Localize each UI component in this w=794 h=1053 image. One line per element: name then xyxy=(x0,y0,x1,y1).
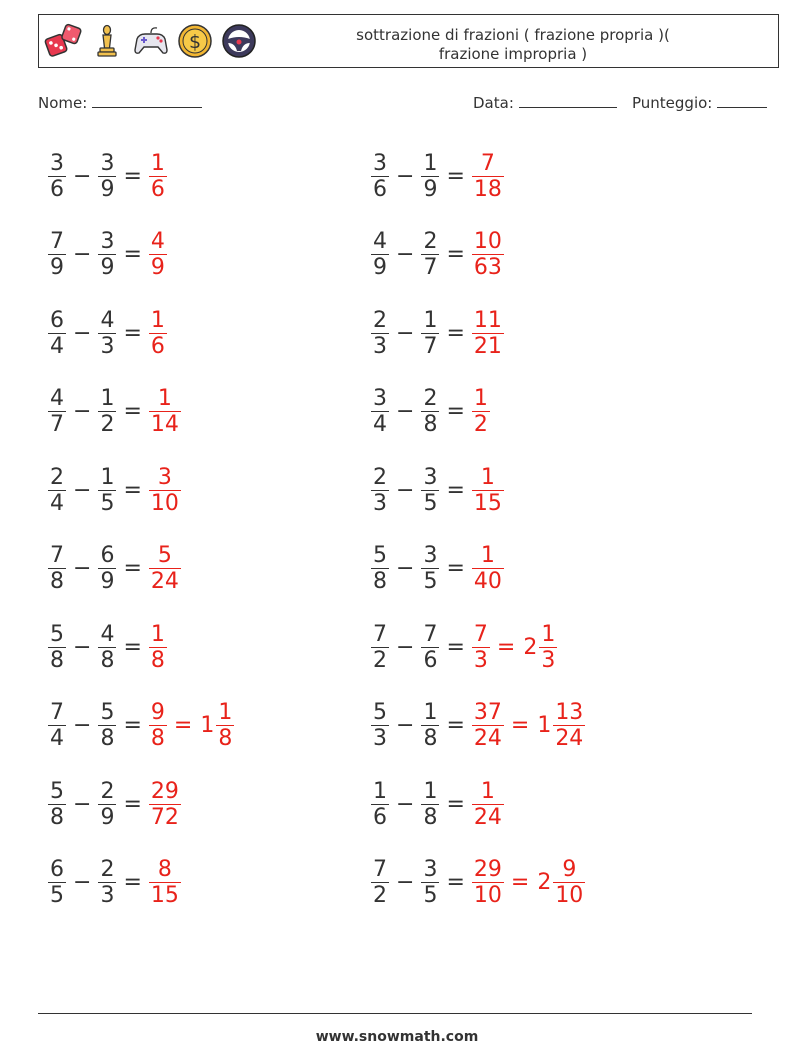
minuend-fraction xyxy=(371,151,389,202)
gamepad-icon xyxy=(131,21,171,61)
answer-fraction-numerator: 37 xyxy=(473,700,502,725)
minuend-fraction-denominator: 9 xyxy=(373,255,387,280)
equals-sign: = xyxy=(123,320,142,346)
minuend-fraction xyxy=(371,543,389,594)
subtrahend-fraction-numerator: 3 xyxy=(100,229,115,254)
answer-fraction xyxy=(472,229,504,280)
minuend-fraction-denominator: 4 xyxy=(50,490,64,516)
problem-item xyxy=(45,771,184,837)
minus-sign: − xyxy=(396,320,415,346)
steering-wheel-icon xyxy=(219,21,259,61)
answer-fraction-denominator: 10 xyxy=(473,883,502,908)
dollar-coin-icon xyxy=(175,21,215,61)
minuend-fraction-numerator: 7 xyxy=(50,543,64,568)
problem-item xyxy=(368,143,507,209)
svg-text:$: $ xyxy=(188,31,202,53)
equals-sign: = xyxy=(123,399,142,424)
equals-sign: = xyxy=(123,477,142,503)
answer-fraction-denominator: 6 xyxy=(150,333,165,359)
subtrahend-fraction-numerator: 1 xyxy=(423,700,438,725)
equals-sign: = xyxy=(446,242,465,267)
subtrahend-fraction-denominator: 5 xyxy=(423,490,438,516)
subtrahend-fraction-numerator: 4 xyxy=(100,621,115,647)
subtrahend-fraction xyxy=(98,622,116,673)
subtrahend-fraction-denominator: 2 xyxy=(100,412,115,437)
minus-sign: − xyxy=(73,320,92,346)
date-field[interactable] xyxy=(473,94,617,112)
minuend-fraction-denominator: 4 xyxy=(50,333,64,359)
equals-sign: = xyxy=(123,791,142,817)
minus-sign: − xyxy=(396,713,415,738)
answer-fraction-numerator: 8 xyxy=(157,857,172,882)
minuend-fraction-numerator: 7 xyxy=(373,857,387,882)
answer-fraction xyxy=(472,308,504,359)
subtrahend-fraction xyxy=(421,386,439,437)
minuend-fraction-denominator: 5 xyxy=(50,883,64,908)
mixed-fraction-denominator: 24 xyxy=(555,726,584,751)
minuend-fraction xyxy=(48,229,66,280)
answer-fraction xyxy=(472,622,490,673)
minus-sign: − xyxy=(73,163,92,189)
subtrahend-fraction-denominator: 8 xyxy=(423,804,438,830)
answer-fraction-numerator: 5 xyxy=(157,543,172,568)
answer-fraction-denominator: 24 xyxy=(150,569,179,594)
minuend-fraction xyxy=(371,857,389,908)
subtrahend-fraction xyxy=(421,543,439,594)
subtrahend-fraction-denominator: 7 xyxy=(423,255,438,280)
minuend-fraction xyxy=(371,622,389,673)
answer-fraction-denominator: 15 xyxy=(473,490,502,516)
answer-fraction xyxy=(149,857,181,908)
minuend-fraction-denominator: 3 xyxy=(373,490,387,516)
problem-item xyxy=(368,222,507,288)
answer-fraction-denominator: 10 xyxy=(150,490,179,516)
subtrahend-fraction-denominator: 8 xyxy=(100,647,115,673)
minus-sign: − xyxy=(396,791,415,817)
minus-sign: − xyxy=(396,870,415,895)
minuend-fraction-denominator: 2 xyxy=(373,647,387,673)
subtrahend-fraction-numerator: 1 xyxy=(423,150,438,176)
equals-sign: = xyxy=(446,634,465,660)
answer-fraction-denominator: 6 xyxy=(150,176,165,202)
answer-fraction xyxy=(149,700,167,751)
answer-fraction xyxy=(472,151,504,202)
subtrahend-fraction-denominator: 8 xyxy=(423,726,438,751)
problem-item xyxy=(45,457,184,523)
minuend-fraction xyxy=(371,779,389,830)
minuend-fraction-numerator: 7 xyxy=(373,621,387,647)
answer-fraction-numerator: 9 xyxy=(150,700,165,725)
problem-item xyxy=(368,457,507,523)
minuend-fraction-numerator: 1 xyxy=(373,778,387,804)
minuend-fraction-denominator: 8 xyxy=(50,647,64,673)
minus-sign: − xyxy=(396,477,415,503)
answer-fraction-denominator: 63 xyxy=(473,255,502,280)
minuend-fraction xyxy=(371,386,389,437)
problem-item xyxy=(45,143,170,209)
minuend-fraction xyxy=(48,700,66,751)
minuend-fraction-numerator: 7 xyxy=(50,700,64,725)
subtrahend-fraction-numerator: 3 xyxy=(423,543,438,568)
dice-icon xyxy=(43,21,83,61)
subtrahend-fraction-denominator: 8 xyxy=(100,726,115,751)
subtrahend-fraction-numerator: 3 xyxy=(100,150,115,176)
minuend-fraction-numerator: 7 xyxy=(50,229,64,254)
answer-fraction-denominator: 2 xyxy=(473,412,488,437)
minuend-fraction-numerator: 6 xyxy=(50,857,64,882)
minuend-fraction-denominator: 9 xyxy=(50,255,64,280)
date-blank[interactable] xyxy=(519,94,617,108)
problem-item xyxy=(45,536,184,602)
minuend-fraction-denominator: 8 xyxy=(50,804,64,830)
subtrahend-fraction xyxy=(98,308,116,359)
answer-fraction xyxy=(149,386,181,437)
problem-item xyxy=(45,379,184,445)
minuend-fraction xyxy=(371,229,389,280)
answer-fraction-denominator: 8 xyxy=(150,726,165,751)
mixed-fraction-numerator: 9 xyxy=(562,857,577,882)
mixed-fraction-denominator: 3 xyxy=(541,647,556,673)
equals-sign: = xyxy=(446,556,465,581)
minuend-fraction-denominator: 8 xyxy=(373,569,387,594)
minuend-fraction-denominator: 7 xyxy=(50,412,64,437)
answer-fraction-numerator: 1 xyxy=(150,150,165,176)
subtrahend-fraction-numerator: 2 xyxy=(100,778,115,804)
equals-sign-mixed: = xyxy=(510,713,530,738)
subtrahend-fraction-denominator: 3 xyxy=(100,883,115,908)
minuend-fraction xyxy=(48,308,66,359)
minuend-fraction xyxy=(371,308,389,359)
footer-url: www.snowmath.com xyxy=(315,1029,479,1045)
subtrahend-fraction xyxy=(421,308,439,359)
minuend-fraction xyxy=(48,857,66,908)
answer-fraction-denominator: 21 xyxy=(473,333,502,359)
subtrahend-fraction-numerator: 6 xyxy=(100,543,115,568)
equals-sign: = xyxy=(123,870,142,895)
minuend-fraction-numerator: 2 xyxy=(50,464,64,490)
answer-fraction-numerator: 1 xyxy=(150,621,165,647)
score-field[interactable] xyxy=(632,94,767,112)
mixed-fraction-numerator: 1 xyxy=(218,700,233,725)
worksheet-title: sottrazione di frazioni ( frazione propria )( frazione impropria ) xyxy=(356,26,670,63)
answer-fraction xyxy=(149,543,181,594)
subtrahend-fraction xyxy=(98,465,116,516)
mixed-fraction xyxy=(216,700,234,751)
subtrahend-fraction-denominator: 9 xyxy=(100,255,115,280)
answer-fraction-numerator: 1 xyxy=(150,307,165,333)
subtrahend-fraction-denominator: 6 xyxy=(423,647,438,673)
answer-fraction-denominator: 18 xyxy=(473,176,502,202)
minuend-fraction-denominator: 6 xyxy=(373,176,387,202)
minuend-fraction-numerator: 6 xyxy=(50,307,64,333)
minuend-fraction xyxy=(48,465,66,516)
answer-fraction-numerator: 29 xyxy=(473,857,502,882)
subtrahend-fraction-numerator: 3 xyxy=(423,857,438,882)
minuend-fraction-numerator: 4 xyxy=(50,386,64,411)
answer-fraction-numerator: 1 xyxy=(480,778,495,804)
equals-sign: = xyxy=(123,713,142,738)
minuend-fraction-denominator: 3 xyxy=(373,726,387,751)
subtrahend-fraction xyxy=(421,151,439,202)
subtrahend-fraction xyxy=(421,622,439,673)
answer-fraction-denominator: 24 xyxy=(473,804,502,830)
equals-sign-mixed: = xyxy=(496,634,516,660)
minus-sign: − xyxy=(396,634,415,660)
minuend-fraction-denominator: 8 xyxy=(50,569,64,594)
subtrahend-fraction xyxy=(421,700,439,751)
answer-fraction xyxy=(149,229,167,280)
minuend-fraction xyxy=(48,386,66,437)
minus-sign: − xyxy=(73,791,92,817)
minus-sign: − xyxy=(396,556,415,581)
equals-sign: = xyxy=(123,634,142,660)
subtrahend-fraction-denominator: 9 xyxy=(100,569,115,594)
minuend-fraction xyxy=(371,700,389,751)
equals-sign: = xyxy=(446,399,465,424)
minus-sign: − xyxy=(73,477,92,503)
equals-sign: = xyxy=(446,713,465,738)
subtrahend-fraction-numerator: 4 xyxy=(100,307,115,333)
equals-sign: = xyxy=(446,320,465,346)
problem-item xyxy=(368,771,507,837)
minuend-fraction-numerator: 5 xyxy=(50,778,64,804)
mixed-fraction xyxy=(553,700,585,751)
mixed-fraction xyxy=(539,622,557,673)
subtrahend-fraction-denominator: 8 xyxy=(423,412,438,437)
minuend-fraction-denominator: 4 xyxy=(373,412,387,437)
minuend-fraction-numerator: 2 xyxy=(373,307,387,333)
minuend-fraction-numerator: 2 xyxy=(373,464,387,490)
equals-sign: = xyxy=(123,163,142,189)
answer-fraction-numerator: 4 xyxy=(150,229,165,254)
subtrahend-fraction-numerator: 1 xyxy=(100,464,115,490)
name-field[interactable] xyxy=(38,94,202,112)
answer-fraction xyxy=(472,386,490,437)
mixed-fraction-numerator: 13 xyxy=(555,700,584,725)
subtrahend-fraction-denominator: 5 xyxy=(100,490,115,516)
mixed-fraction xyxy=(553,857,585,908)
subtrahend-fraction xyxy=(98,700,116,751)
minuend-fraction xyxy=(48,543,66,594)
subtrahend-fraction-numerator: 1 xyxy=(423,307,438,333)
mixed-fraction-denominator: 8 xyxy=(218,726,233,751)
subtrahend-fraction xyxy=(98,386,116,437)
minus-sign: − xyxy=(73,556,92,581)
subtrahend-fraction xyxy=(421,229,439,280)
subtrahend-fraction xyxy=(98,857,116,908)
minus-sign: − xyxy=(396,163,415,189)
answer-fraction-denominator: 72 xyxy=(150,804,179,830)
problem-item xyxy=(45,693,237,759)
name-blank[interactable] xyxy=(92,94,202,108)
header-box xyxy=(38,14,779,68)
answer-fraction xyxy=(472,465,504,516)
subtrahend-fraction-denominator: 9 xyxy=(100,804,115,830)
minuend-fraction-denominator: 3 xyxy=(373,333,387,359)
subtrahend-fraction-numerator: 3 xyxy=(423,464,438,490)
subtrahend-fraction xyxy=(421,857,439,908)
answer-fraction-numerator: 7 xyxy=(480,150,495,176)
mixed-whole: 1 xyxy=(200,713,215,738)
mixed-whole: 1 xyxy=(537,713,552,738)
minuend-fraction-numerator: 3 xyxy=(373,386,387,411)
answer-fraction xyxy=(472,700,504,751)
subtrahend-fraction-numerator: 1 xyxy=(423,778,438,804)
problem-item xyxy=(368,614,560,680)
answer-fraction-numerator: 11 xyxy=(473,307,502,333)
subtrahend-fraction-denominator: 5 xyxy=(423,883,438,908)
subtrahend-fraction xyxy=(98,151,116,202)
answer-fraction-numerator: 1 xyxy=(480,464,495,490)
answer-fraction-numerator: 10 xyxy=(473,229,502,254)
mixed-whole: 2 xyxy=(537,870,552,895)
minuend-fraction-denominator: 6 xyxy=(50,176,64,202)
subtrahend-fraction-denominator: 5 xyxy=(423,569,438,594)
subtrahend-fraction-denominator: 9 xyxy=(423,176,438,202)
subtrahend-fraction xyxy=(421,465,439,516)
subtrahend-fraction xyxy=(421,779,439,830)
minuend-fraction-denominator: 6 xyxy=(373,804,387,830)
score-blank[interactable] xyxy=(717,94,767,108)
answer-fraction xyxy=(149,465,181,516)
answer-fraction-denominator: 8 xyxy=(150,647,165,673)
subtrahend-fraction-denominator: 9 xyxy=(100,176,115,202)
subtrahend-fraction-numerator: 1 xyxy=(100,386,115,411)
answer-fraction xyxy=(472,779,504,830)
header-icons xyxy=(43,21,259,61)
subtrahend-fraction-numerator: 2 xyxy=(423,229,438,254)
subtrahend-fraction xyxy=(98,229,116,280)
answer-fraction-denominator: 14 xyxy=(150,412,179,437)
equals-sign: = xyxy=(446,163,465,189)
minuend-fraction xyxy=(48,779,66,830)
mixed-whole: 2 xyxy=(523,634,538,660)
problem-item xyxy=(368,693,588,759)
answer-fraction-numerator: 1 xyxy=(480,543,495,568)
subtrahend-fraction-numerator: 7 xyxy=(423,621,438,647)
name-label: Nome: xyxy=(38,94,88,112)
answer-fraction xyxy=(472,857,504,908)
equals-sign: = xyxy=(123,556,142,581)
answer-fraction xyxy=(149,308,167,359)
minuend-fraction-denominator: 4 xyxy=(50,726,64,751)
minuend-fraction-numerator: 5 xyxy=(373,700,387,725)
answer-fraction-numerator: 29 xyxy=(150,778,179,804)
mixed-fraction-denominator: 10 xyxy=(555,883,584,908)
problem-item xyxy=(45,300,170,366)
minus-sign: − xyxy=(396,242,415,267)
answer-fraction-denominator: 40 xyxy=(473,569,502,594)
equals-sign: = xyxy=(123,242,142,267)
problem-item xyxy=(368,850,588,916)
chess-bishop-icon xyxy=(87,21,127,61)
problem-item xyxy=(45,222,170,288)
equals-sign: = xyxy=(446,791,465,817)
date-label: Data: xyxy=(473,94,514,112)
minus-sign: − xyxy=(73,399,92,424)
answer-fraction-denominator: 15 xyxy=(150,883,179,908)
minuend-fraction-numerator: 3 xyxy=(373,150,387,176)
answer-fraction-numerator: 1 xyxy=(473,386,488,411)
problem-item xyxy=(368,536,507,602)
minus-sign: − xyxy=(396,399,415,424)
equals-sign-mixed: = xyxy=(510,870,530,895)
minuend-fraction xyxy=(48,151,66,202)
subtrahend-fraction-denominator: 3 xyxy=(100,333,115,359)
answer-fraction-numerator: 3 xyxy=(157,464,172,490)
answer-fraction-denominator: 24 xyxy=(473,726,502,751)
problem-item xyxy=(45,850,184,916)
minuend-fraction xyxy=(48,622,66,673)
problem-item xyxy=(368,300,507,366)
minus-sign: − xyxy=(73,870,92,895)
answer-fraction-denominator: 9 xyxy=(150,255,165,280)
minuend-fraction-numerator: 3 xyxy=(50,150,64,176)
answer-fraction xyxy=(149,622,167,673)
equals-sign: = xyxy=(446,870,465,895)
answer-fraction-denominator: 3 xyxy=(473,647,488,673)
minuend-fraction-numerator: 5 xyxy=(373,543,387,568)
subtrahend-fraction xyxy=(98,543,116,594)
minus-sign: − xyxy=(73,634,92,660)
minuend-fraction xyxy=(371,465,389,516)
answer-fraction-numerator: 7 xyxy=(473,621,488,647)
mixed-fraction-numerator: 1 xyxy=(541,621,556,647)
subtrahend-fraction xyxy=(98,779,116,830)
footer-divider xyxy=(38,1013,752,1014)
minus-sign: − xyxy=(73,242,92,267)
answer-fraction xyxy=(149,151,167,202)
minuend-fraction-numerator: 4 xyxy=(373,229,387,254)
subtrahend-fraction-numerator: 2 xyxy=(100,857,115,882)
problem-item xyxy=(368,379,493,445)
minus-sign: − xyxy=(73,713,92,738)
answer-fraction-numerator: 1 xyxy=(157,386,172,411)
subtrahend-fraction-denominator: 7 xyxy=(423,333,438,359)
score-label: Punteggio: xyxy=(632,94,713,112)
answer-fraction xyxy=(472,543,504,594)
minuend-fraction-numerator: 5 xyxy=(50,621,64,647)
equals-sign-mixed: = xyxy=(173,713,193,738)
minuend-fraction-denominator: 2 xyxy=(373,883,387,908)
subtrahend-fraction-numerator: 5 xyxy=(100,700,115,725)
answer-fraction xyxy=(149,779,181,830)
subtrahend-fraction-numerator: 2 xyxy=(423,386,438,411)
problem-item xyxy=(45,614,170,680)
equals-sign: = xyxy=(446,477,465,503)
